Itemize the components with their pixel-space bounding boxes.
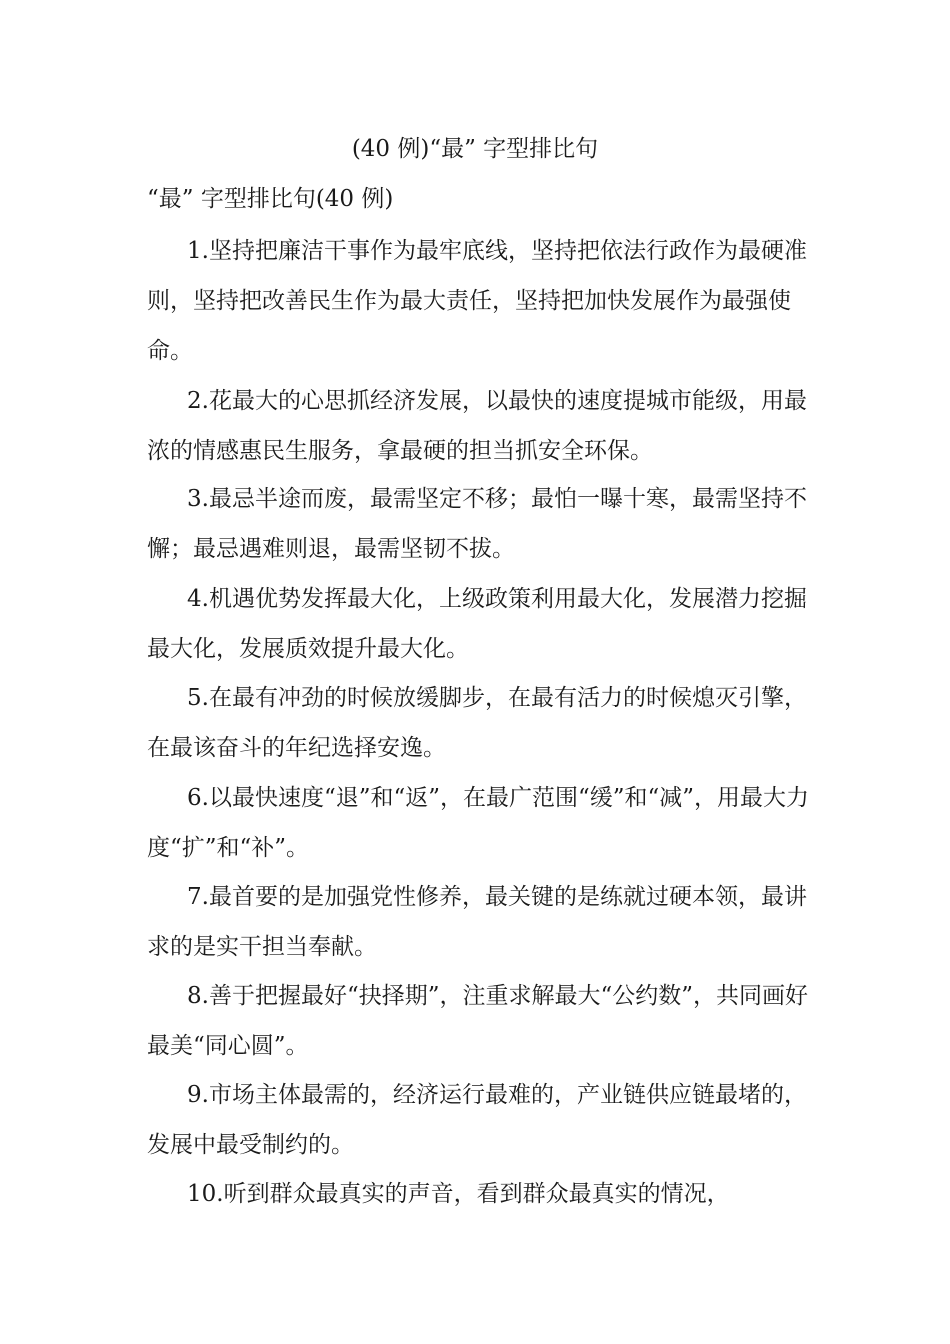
- document-subtitle: “最” 字型排比句(40 例): [147, 186, 394, 212]
- paragraph-2: 2.花最大的心思抓经济发展，以最快的速度提城市能级，用最浓的情感惠民生服务，拿最硬的担当抓安全环保。: [147, 388, 807, 464]
- paragraph-4: 4.机遇优势发挥最大化，上级政策利用最大化，发展潜力挖掘最大化，发展质效提升最大化。: [147, 586, 807, 662]
- paragraph-6: 6.以最快速度“退”和“返”，在最广范围“缓”和“减”，用最大力度“扩”和“补”。: [147, 785, 810, 861]
- paragraph-7: 7.最首要的是加强党性修养，最关键的是练就过硬本领，最讲求的是实干担当奉献。: [147, 884, 807, 960]
- paragraph-3: 3.最忌半途而废，最需坚定不移；最怕一曝十寒，最需坚持不懈；最忌遇难则退，最需坚韧不拔。: [147, 486, 807, 562]
- document-title: (40 例)“最” 字型排比句: [351, 136, 599, 162]
- paragraph-10: 10.听到群众最真实的声音，看到群众最真实的情况，: [187, 1181, 730, 1207]
- paragraph-5: 5.在最有冲劲的时候放缓脚步，在最有活力的时候熄灭引擎，在最该奋斗的年纪选择安逸。: [147, 685, 807, 761]
- paragraph-1: 1.坚持把廉洁干事作为最牢底线，坚持把依法行政作为最硬准则，坚持把改善民生作为最大责任，坚持把加快发展作为最强使命。: [147, 238, 807, 364]
- paragraph-9: 9.市场主体最需的，经济运行最难的，产业链供应链最堵的，发展中最受制约的。: [147, 1082, 807, 1158]
- paragraph-8: 8.善于把握最好“抉择期”，注重求解最大“公约数”，共同画好最美“同心圆”。: [147, 983, 808, 1059]
